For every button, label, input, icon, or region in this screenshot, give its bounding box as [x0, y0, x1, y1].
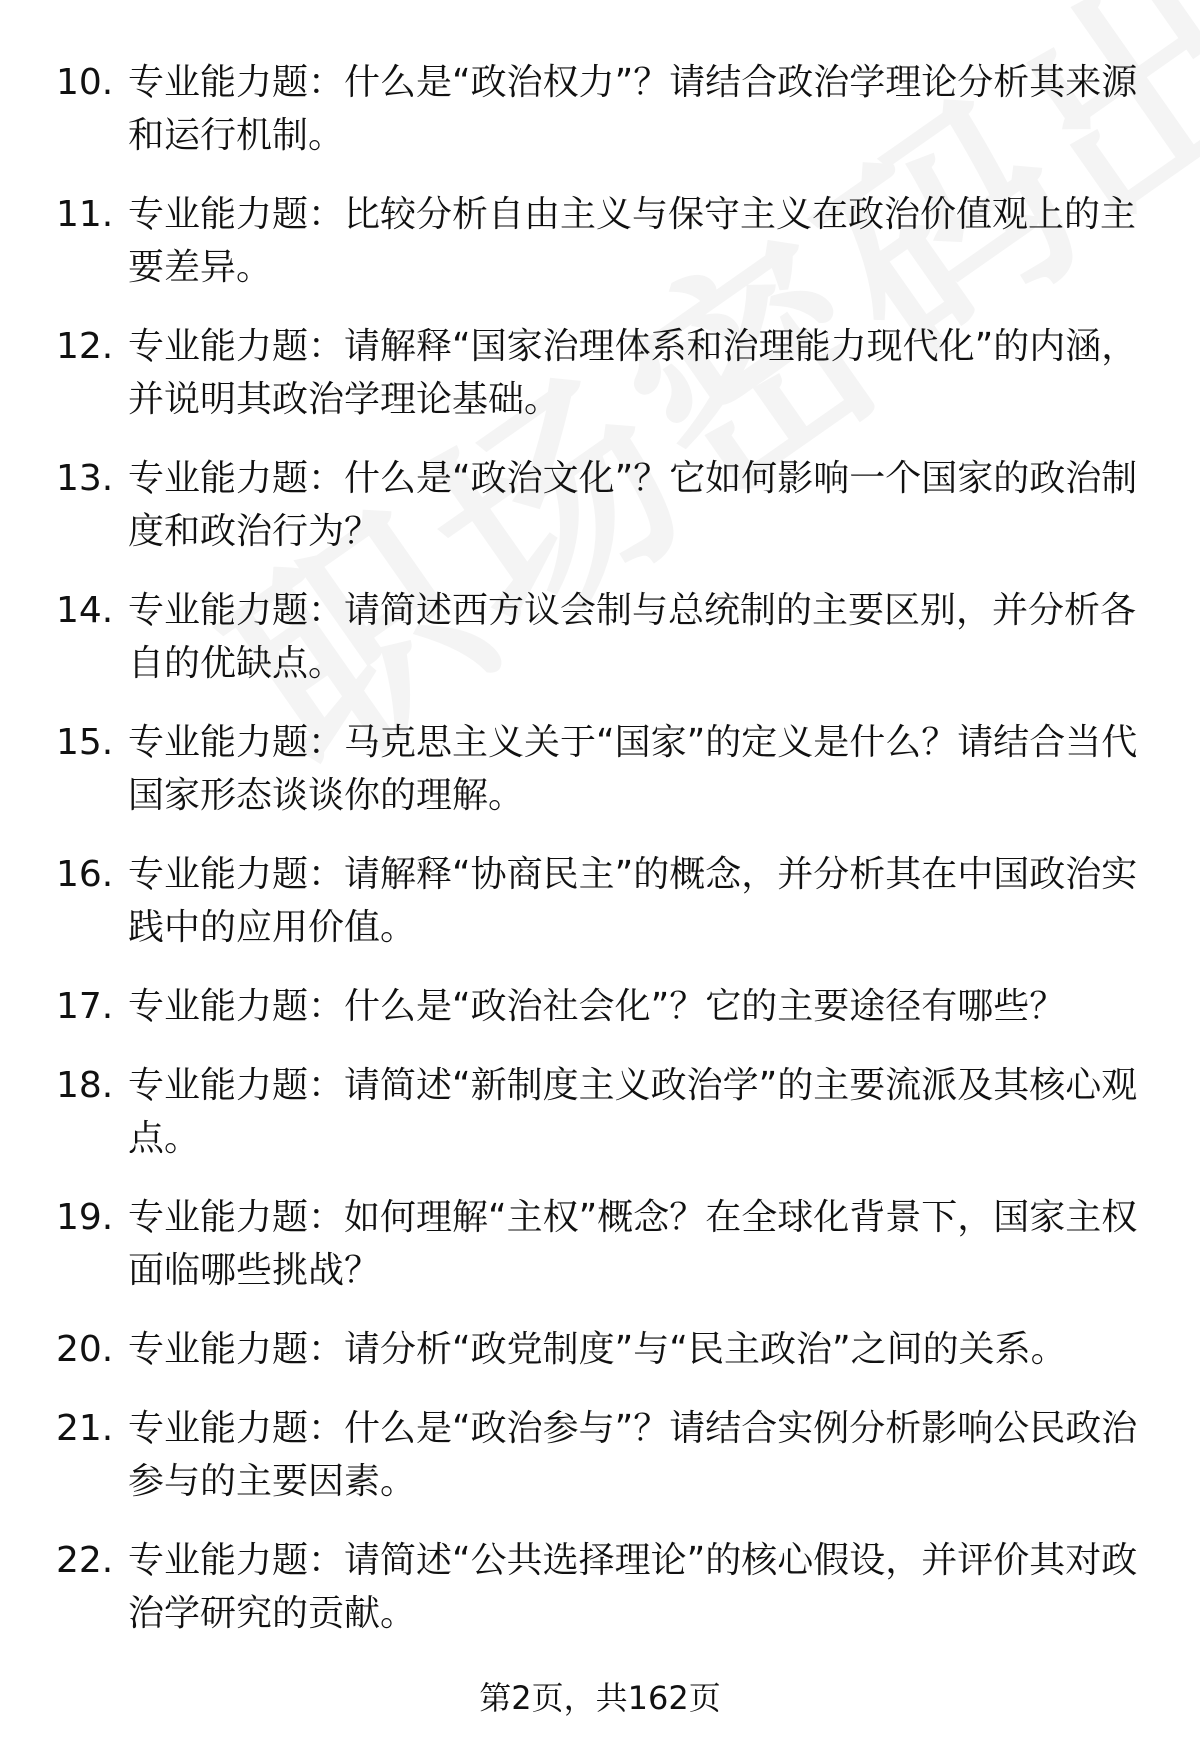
question-text: 专业能力题：请分析“政党制度”与“民主政治”之间的关系。 [128, 1329, 1067, 1370]
question-text: 专业能力题：什么是“政治文化”？它如何影响一个国家的政治制度和政治行为？ [128, 458, 1138, 552]
question-item [0, 452, 1200, 558]
page-number-footer: 第2页，共162页 [479, 1679, 721, 1717]
question-number: 16. [56, 854, 114, 895]
question-number: 18. [56, 1065, 114, 1106]
question-number: 17. [56, 986, 114, 1027]
question-text: 专业能力题：比较分析自由主义与保守主义在政治价值观上的主要差异。 [128, 194, 1137, 288]
question-list [0, 56, 1200, 1666]
question-text: 专业能力题：请解释“协商民主”的概念，并分析其在中国政治实践中的应用价值。 [128, 854, 1138, 948]
question-text: 专业能力题：什么是“政治社会化”？它的主要途径有哪些？ [128, 986, 1066, 1027]
question-number: 14. [56, 590, 114, 631]
question-number: 20. [56, 1329, 114, 1370]
question-text: 专业能力题：请解释“国家治理体系和治理能力现代化”的内涵，并说明其政治学理论基础。 [128, 326, 1138, 420]
question-item [0, 1191, 1200, 1297]
question-text: 专业能力题：请简述“公共选择理论”的核心假设，并评价其对政治学研究的贡献。 [128, 1540, 1138, 1634]
question-number: 19. [56, 1197, 114, 1238]
question-item [0, 980, 1200, 1033]
question-number: 22. [56, 1540, 114, 1581]
question-text: 专业能力题：马克思主义关于“国家”的定义是什么？请结合当代国家形态谈谈你的理解。 [128, 722, 1138, 816]
question-text: 专业能力题：什么是“政治参与”？请结合实例分析影响公民政治参与的主要因素。 [128, 1408, 1138, 1502]
question-item [0, 188, 1200, 294]
question-item [0, 320, 1200, 426]
question-item [0, 1323, 1200, 1376]
question-item [0, 716, 1200, 822]
question-item [0, 584, 1200, 690]
question-number: 15. [56, 722, 114, 763]
question-item [0, 56, 1200, 162]
question-text: 专业能力题：请简述西方议会制与总统制的主要区别，并分析各自的优缺点。 [128, 590, 1137, 684]
question-item [0, 848, 1200, 954]
question-item [0, 1402, 1200, 1508]
question-number: 11. [56, 194, 114, 235]
question-item [0, 1059, 1200, 1165]
question-number: 10. [56, 62, 114, 103]
question-text: 专业能力题：什么是“政治权力”？请结合政治学理论分析其来源和运行机制。 [128, 62, 1138, 156]
question-item [0, 1534, 1200, 1640]
question-number: 12. [56, 326, 114, 367]
question-number: 21. [56, 1408, 114, 1449]
question-number: 13. [56, 458, 114, 499]
question-text: 专业能力题：请简述“新制度主义政治学”的主要流派及其核心观点。 [128, 1065, 1138, 1159]
question-text: 专业能力题：如何理解“主权”概念？在全球化背景下，国家主权面临哪些挑战？ [128, 1197, 1138, 1291]
